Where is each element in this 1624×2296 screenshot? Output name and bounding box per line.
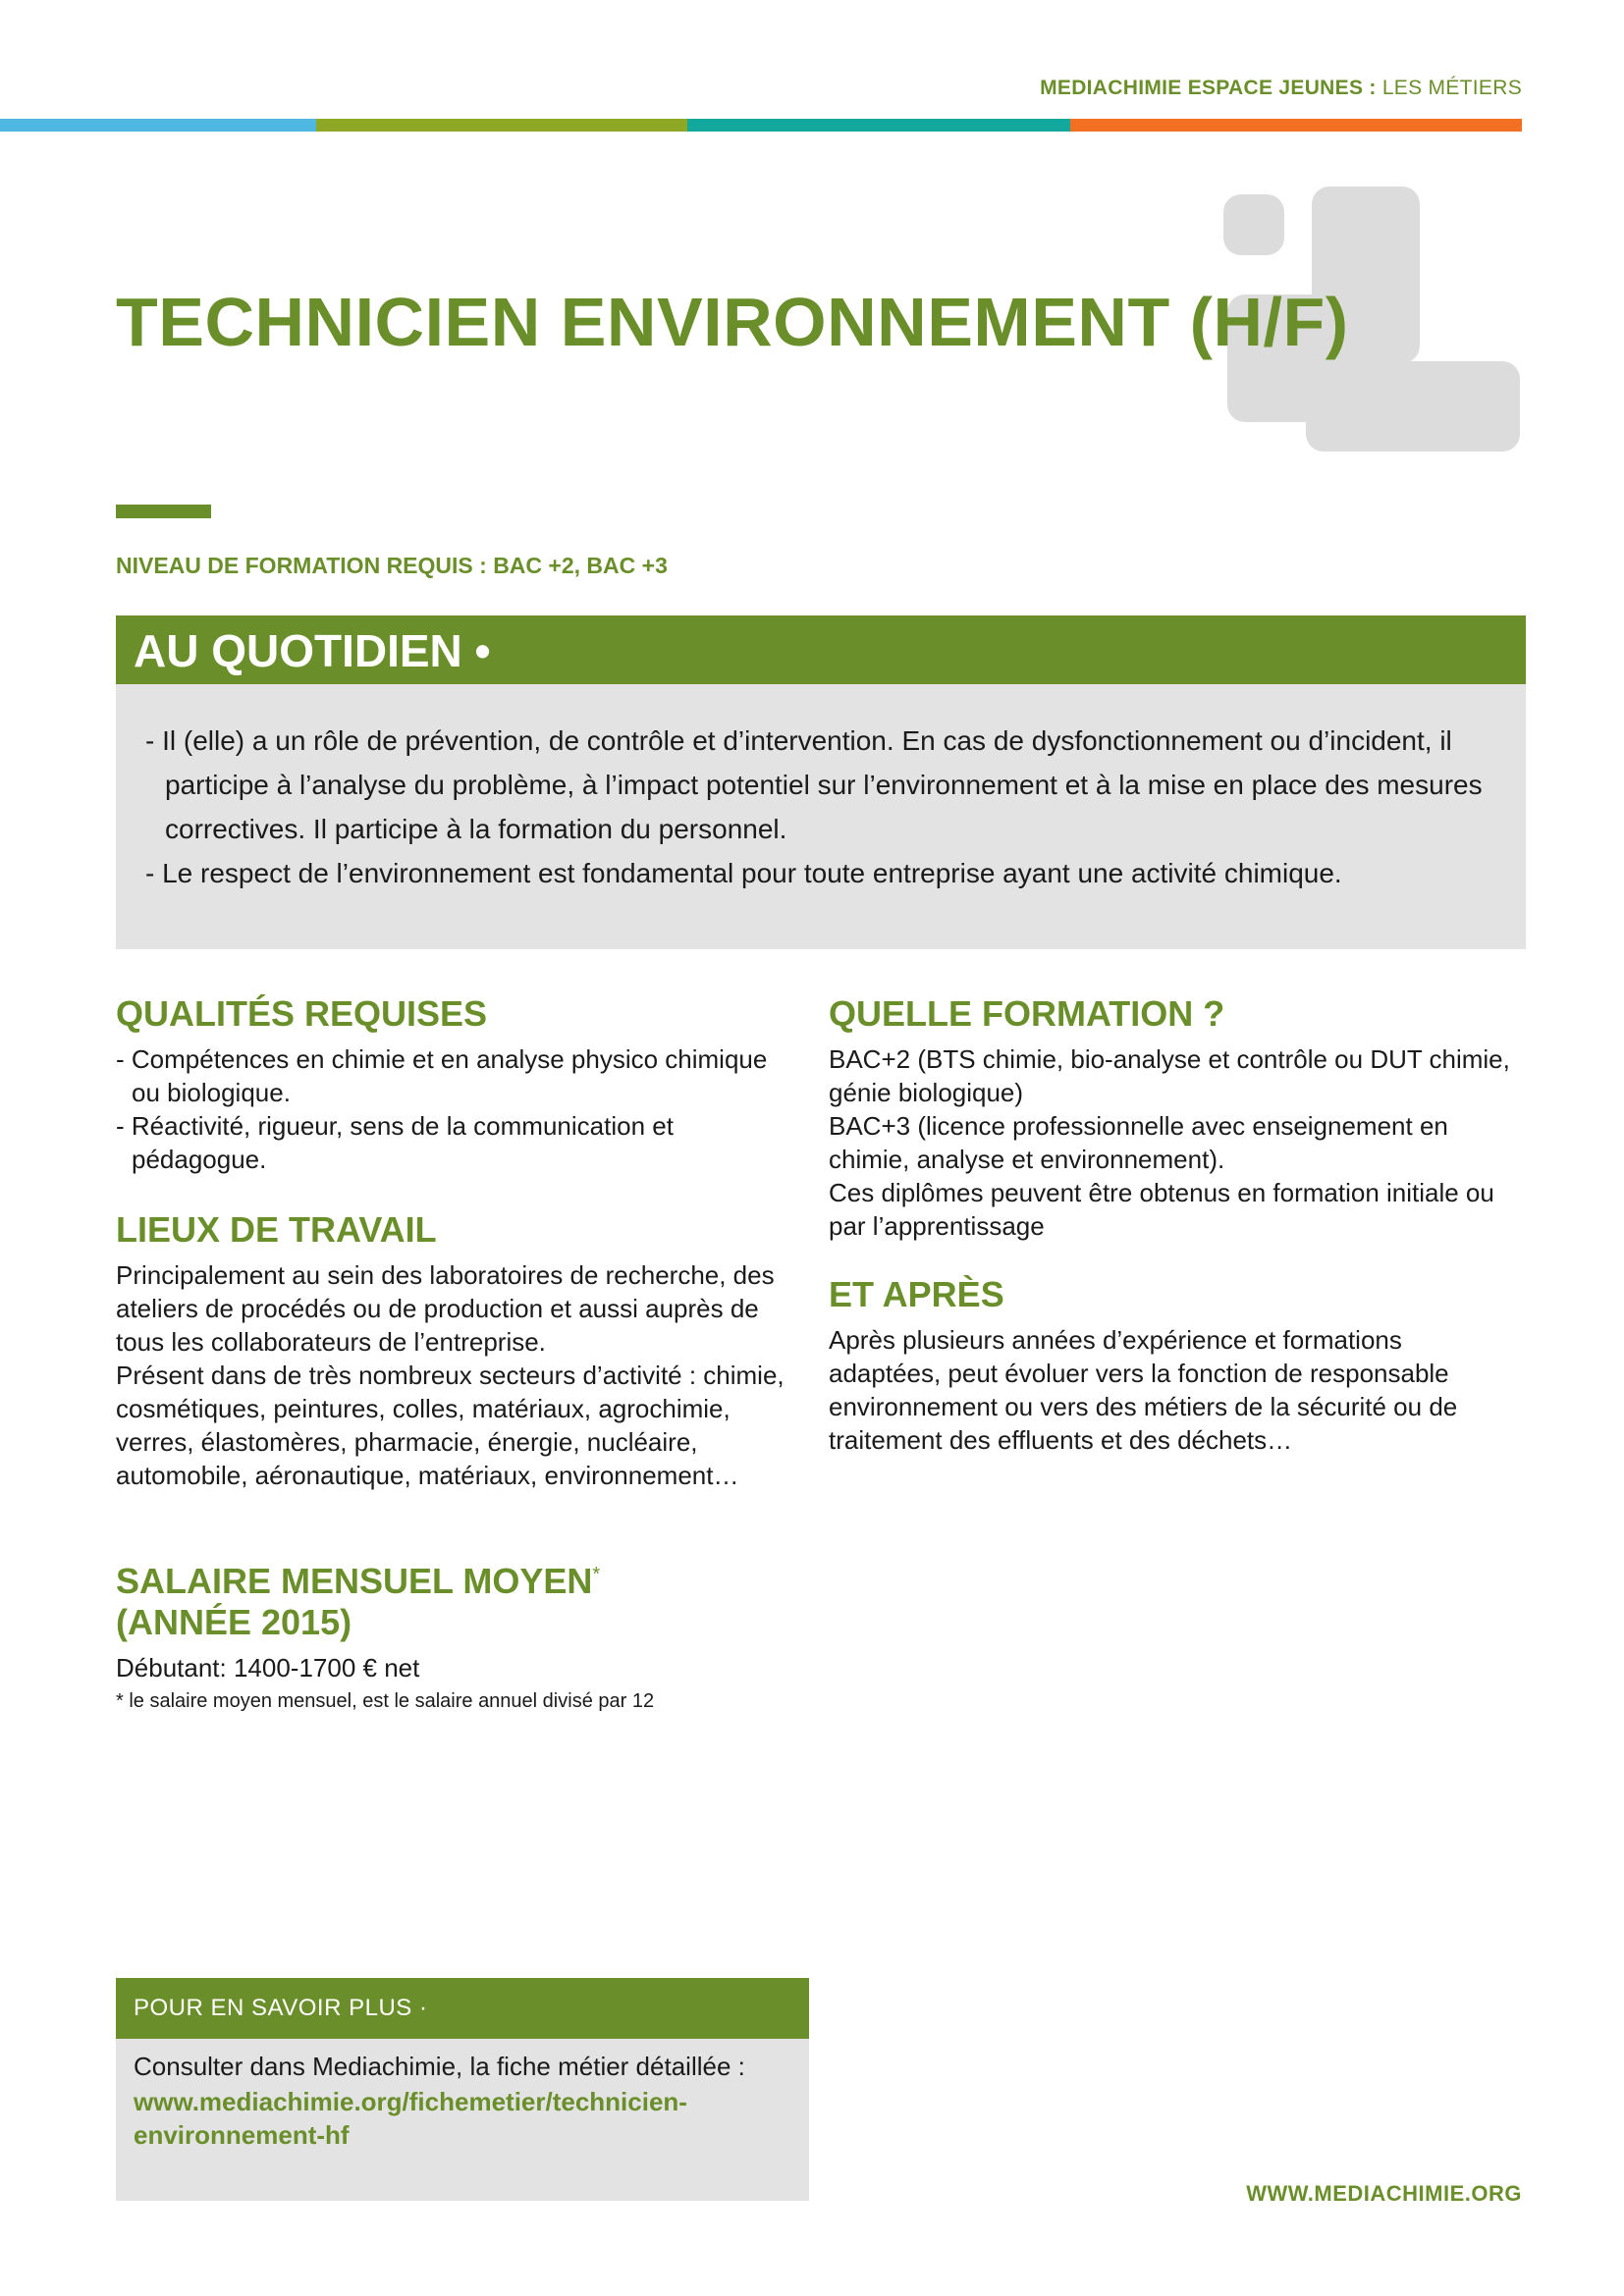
more-title: POUR EN SAVOIR PLUS · (134, 1995, 428, 2021)
salaire-value: Débutant: 1400-1700 € net (116, 1653, 420, 1682)
color-bar-orange (1070, 119, 1522, 132)
formation-text (829, 1042, 1516, 1243)
list-item: - Réactivité, rigueur, sens de la communication et pédagogue. (116, 1111, 674, 1174)
lieux-title: LIEUX DE TRAVAIL (116, 1209, 437, 1250)
apres-title: ET APRÈS (829, 1274, 1004, 1314)
salaire-footnote: * le salaire moyen mensuel, est le salaire annuel divisé par 12 (116, 1690, 655, 1712)
formation-paragraph-2: BAC+3 (licence professionnelle avec enseignement en chimie, analyse et environnement). (829, 1111, 1448, 1174)
lieux-paragraph-2: Présent dans de très nombreux secteurs d’activité : chimie, cosmétiques, peintures, colles, matériaux, agrochimie, verres, élastomères, pharmacie, énergie, nucléaire, automobile, aéronautique, matériaux, environnement… (116, 1361, 785, 1490)
color-bar-blue (0, 119, 316, 132)
salaire-title-line2: (ANNÉE 2015) (116, 1602, 352, 1642)
header-brand: MEDIACHIMIE ESPACE JEUNES : (1040, 77, 1377, 99)
color-bar-green (316, 119, 687, 132)
color-bar-teal (687, 119, 1070, 132)
niveau-formation: NIVEAU DE FORMATION REQUIS : BAC +2, BAC +3 (116, 553, 668, 578)
quotidien-list (145, 719, 1500, 895)
salaire-asterisk: * (592, 1564, 601, 1585)
title-rule (116, 505, 211, 518)
list-item: - Le respect de l’environnement est fondamental pour toute entreprise ayant une activité chimique. (145, 858, 1342, 888)
lieux-text (116, 1258, 793, 1492)
salaire-title-line1: SALAIRE MENSUEL MOYEN (116, 1561, 593, 1601)
footer-url[interactable]: WWW.MEDIACHIMIE.ORG (1246, 2181, 1522, 2206)
formation-paragraph-1: BAC+2 (BTS chimie, bio-analyse et contrôle ou DUT chimie, génie biologique) (829, 1044, 1510, 1107)
list-item: - Compétences en chimie et en analyse physico chimique ou biologique. (116, 1044, 768, 1107)
apres-text: Après plusieurs années d’expérience et formations adaptées, peut évoluer vers la fonction de responsable environnement ou vers des métiers de la sécurité ou de traitement des effluents et des déchets… (829, 1325, 1458, 1455)
page-title: TECHNICIEN ENVIRONNEMENT (H/F) (116, 284, 1349, 360)
header-section: LES MÉTIERS (1381, 77, 1522, 99)
header-label (1040, 77, 1522, 100)
more-link[interactable]: www.mediachimie.org/fichemetier/technicien-environnement-hf (134, 2087, 687, 2150)
formation-paragraph-3: Ces diplômes peuvent être obtenus en formation initiale ou par l’apprentissage (829, 1178, 1494, 1241)
list-item: - Il (elle) a un rôle de prévention, de contrôle et d’intervention. En cas de dysfonctionnement ou d’incident, il participe à l’analyse du problème, à l’impact potentiel sur l’environnement et à la mise en place des mesures correctives. Il participe à la formation du personnel. (145, 725, 1483, 844)
salaire-title (116, 1561, 600, 1643)
quotidien-title: AU QUOTIDIEN • (134, 625, 491, 676)
qualites-title: QUALITÉS REQUISES (116, 993, 488, 1034)
qualites-list (116, 1042, 784, 1176)
more-text: Consulter dans Mediachimie, la fiche métier détaillée : (134, 2052, 745, 2081)
lieux-paragraph-1: Principalement au sein des laboratoires de recherche, des ateliers de procédés ou de production et aussi auprès de tous les collaborateurs de l’entreprise. (116, 1260, 775, 1357)
formation-title: QUELLE FORMATION ? (829, 993, 1225, 1034)
